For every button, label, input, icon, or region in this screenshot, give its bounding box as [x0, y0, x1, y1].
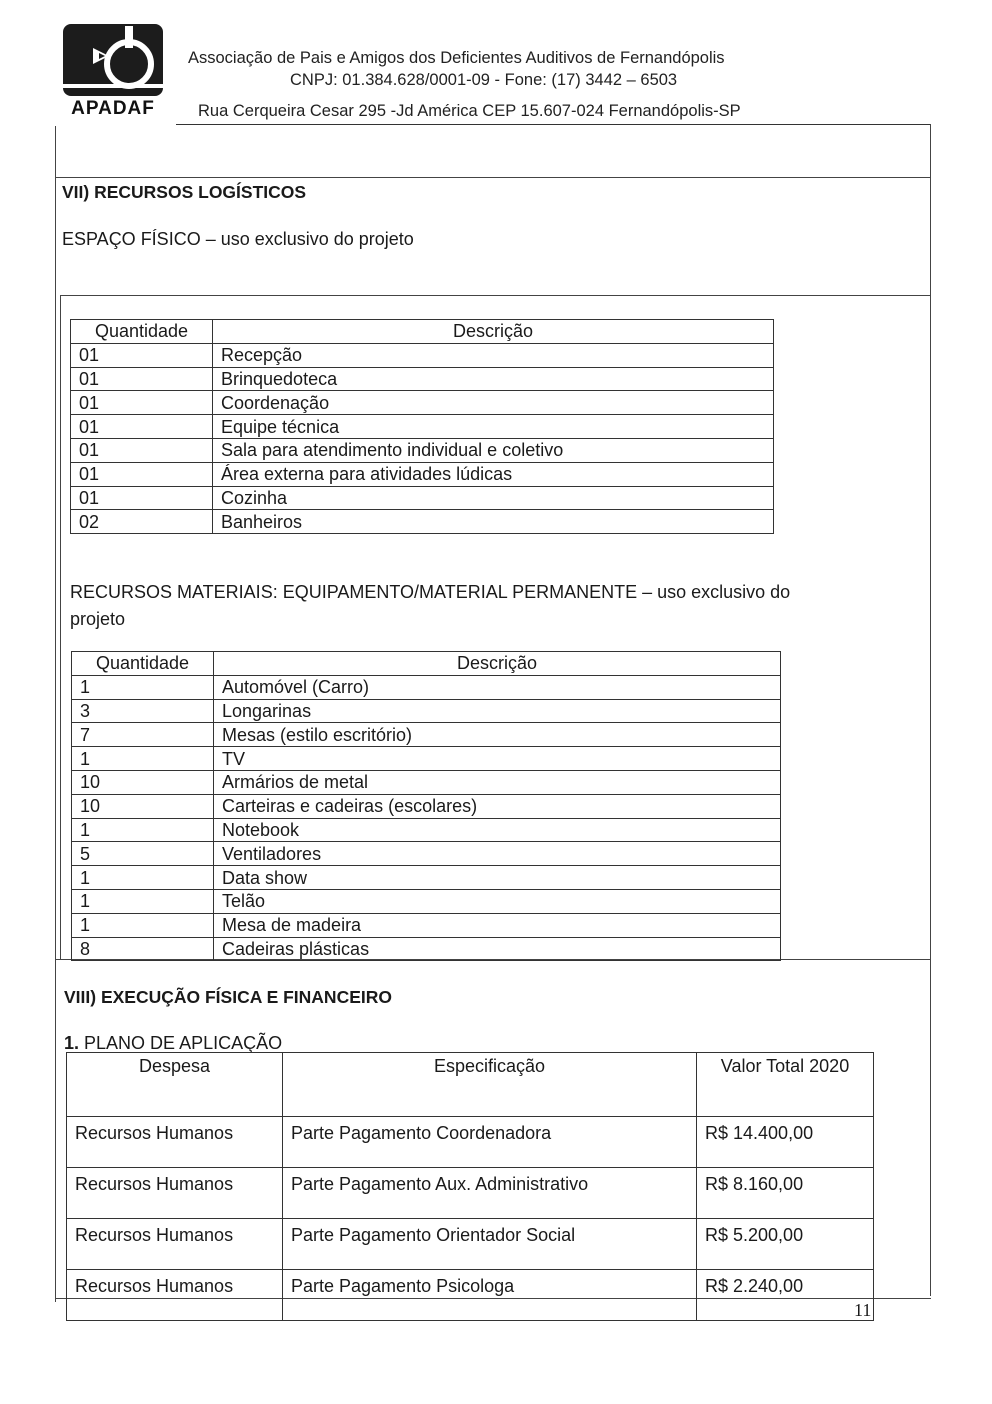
physical-space-table [70, 319, 774, 534]
description-cell: Equipe técnica [213, 415, 774, 439]
column-header: Quantidade [71, 320, 213, 344]
materials-heading-continued: projeto [70, 609, 126, 629]
description-cell: Longarinas [214, 699, 781, 723]
table-header-row [67, 1053, 874, 1117]
description-cell: Mesa de madeira [214, 913, 781, 937]
column-header: Despesa [67, 1053, 283, 1117]
total-value-cell: R$ 2.240,00 [697, 1270, 874, 1321]
table-row [71, 391, 774, 415]
quantity-cell: 1 [72, 818, 214, 842]
quantity-cell: 10 [72, 770, 214, 794]
plan-number: 1. [64, 1033, 80, 1053]
column-header: Especificação [283, 1053, 697, 1117]
header-organization-name: Associação de Pais e Amigos dos Deficientes Auditivos de Fernandópolis [188, 49, 725, 67]
table-row [72, 770, 781, 794]
logo-text: APADAF [71, 98, 155, 119]
description-cell: Automóvel (Carro) [214, 675, 781, 699]
description-cell: Área externa para atividades lúdicas [213, 462, 774, 486]
quantity-cell: 01 [71, 391, 213, 415]
application-plan-table [66, 1052, 874, 1321]
page-number: 11 [854, 1300, 872, 1320]
table-row [67, 1219, 874, 1270]
table-row [72, 866, 781, 890]
permanent-materials-table [71, 651, 781, 961]
description-cell: Cozinha [213, 486, 774, 510]
description-cell: Banheiros [213, 510, 774, 534]
description-cell: Brinquedoteca [213, 367, 774, 391]
plan-heading [64, 1033, 282, 1054]
table-row [72, 747, 781, 771]
description-cell: TV [214, 747, 781, 771]
quantity-cell: 3 [72, 699, 214, 723]
table-row [72, 794, 781, 818]
description-cell: Sala para atendimento individual e coletivo [213, 438, 774, 462]
quantity-cell: 5 [72, 842, 214, 866]
header-divider [176, 124, 930, 125]
quantity-cell: 01 [71, 367, 213, 391]
table-row [72, 937, 781, 961]
expense-cell: Recursos Humanos [67, 1219, 283, 1270]
table-row [71, 415, 774, 439]
description-cell: Armários de metal [214, 770, 781, 794]
table-row [67, 1168, 874, 1219]
section-title: VIII) EXECUÇÃO FÍSICA E FINANCEIRO [64, 987, 392, 1007]
table-row [67, 1117, 874, 1168]
apadaf-logo [60, 22, 166, 122]
section-subtitle: ESPAÇO FÍSICO – uso exclusivo do projeto [62, 229, 414, 249]
expense-cell: Recursos Humanos [67, 1117, 283, 1168]
expense-cell: Recursos Humanos [67, 1168, 283, 1219]
quantity-cell: 01 [71, 438, 213, 462]
specification-cell: Parte Pagamento Coordenadora [283, 1117, 697, 1168]
specification-cell: Parte Pagamento Orientador Social [283, 1219, 697, 1270]
description-cell: Carteiras e cadeiras (escolares) [214, 794, 781, 818]
column-header: Descrição [213, 320, 774, 344]
quantity-cell: 1 [72, 675, 214, 699]
quantity-cell: 1 [72, 866, 214, 890]
frame-left-border [55, 126, 56, 1302]
quantity-cell: 02 [71, 510, 213, 534]
frame-inner-border [60, 295, 61, 960]
quantity-cell: 10 [72, 794, 214, 818]
quantity-cell: 1 [72, 747, 214, 771]
table-row [72, 889, 781, 913]
table-row [72, 699, 781, 723]
table-header-row [71, 320, 774, 344]
total-value-cell: R$ 8.160,00 [697, 1168, 874, 1219]
table-row [72, 675, 781, 699]
table-row [72, 818, 781, 842]
table-row [71, 462, 774, 486]
table-row [72, 723, 781, 747]
total-value-cell: R$ 5.200,00 [697, 1219, 874, 1270]
frame-divider [60, 295, 930, 296]
materials-heading: RECURSOS MATERIAIS: EQUIPAMENTO/MATERIAL PERMANENTE – uso exclusivo do [70, 582, 791, 602]
table-row [71, 367, 774, 391]
header-address: Rua Cerqueira Cesar 295 -Jd América CEP 15.607-024 Fernandópolis-SP [198, 102, 741, 120]
table-row [71, 510, 774, 534]
description-cell: Notebook [214, 818, 781, 842]
description-cell: Ventiladores [214, 842, 781, 866]
table-row [72, 842, 781, 866]
column-header: Descrição [214, 652, 781, 676]
total-value-cell: R$ 14.400,00 [697, 1117, 874, 1168]
column-header: Valor Total 2020 [697, 1053, 874, 1117]
quantity-cell: 1 [72, 913, 214, 937]
table-row [71, 486, 774, 510]
frame-divider [55, 177, 931, 178]
quantity-cell: 01 [71, 462, 213, 486]
description-cell: Telão [214, 889, 781, 913]
quantity-cell: 8 [72, 937, 214, 961]
frame-right-border [930, 124, 931, 1296]
quantity-cell: 01 [71, 343, 213, 367]
description-cell: Coordenação [213, 391, 774, 415]
table-row [71, 343, 774, 367]
table-row [71, 438, 774, 462]
table-row [72, 913, 781, 937]
quantity-cell: 7 [72, 723, 214, 747]
table-row [67, 1270, 874, 1321]
quantity-cell: 01 [71, 486, 213, 510]
section-title: VII) RECURSOS LOGÍSTICOS [62, 182, 307, 202]
plan-title: PLANO DE APLICAÇÃO [84, 1033, 283, 1053]
table-header-row [72, 652, 781, 676]
quantity-cell: 01 [71, 415, 213, 439]
description-cell: Recepção [213, 343, 774, 367]
description-cell: Data show [214, 866, 781, 890]
ear-symbol-icon [63, 24, 163, 96]
header-contact: CNPJ: 01.384.628/0001-09 - Fone: (17) 3442 – 6503 [290, 71, 678, 89]
column-header: Quantidade [72, 652, 214, 676]
specification-cell: Parte Pagamento Psicologa [283, 1270, 697, 1321]
specification-cell: Parte Pagamento Aux. Administrativo [283, 1168, 697, 1219]
expense-cell: Recursos Humanos [67, 1270, 283, 1321]
quantity-cell: 1 [72, 889, 214, 913]
description-cell: Cadeiras plásticas [214, 937, 781, 961]
description-cell: Mesas (estilo escritório) [214, 723, 781, 747]
